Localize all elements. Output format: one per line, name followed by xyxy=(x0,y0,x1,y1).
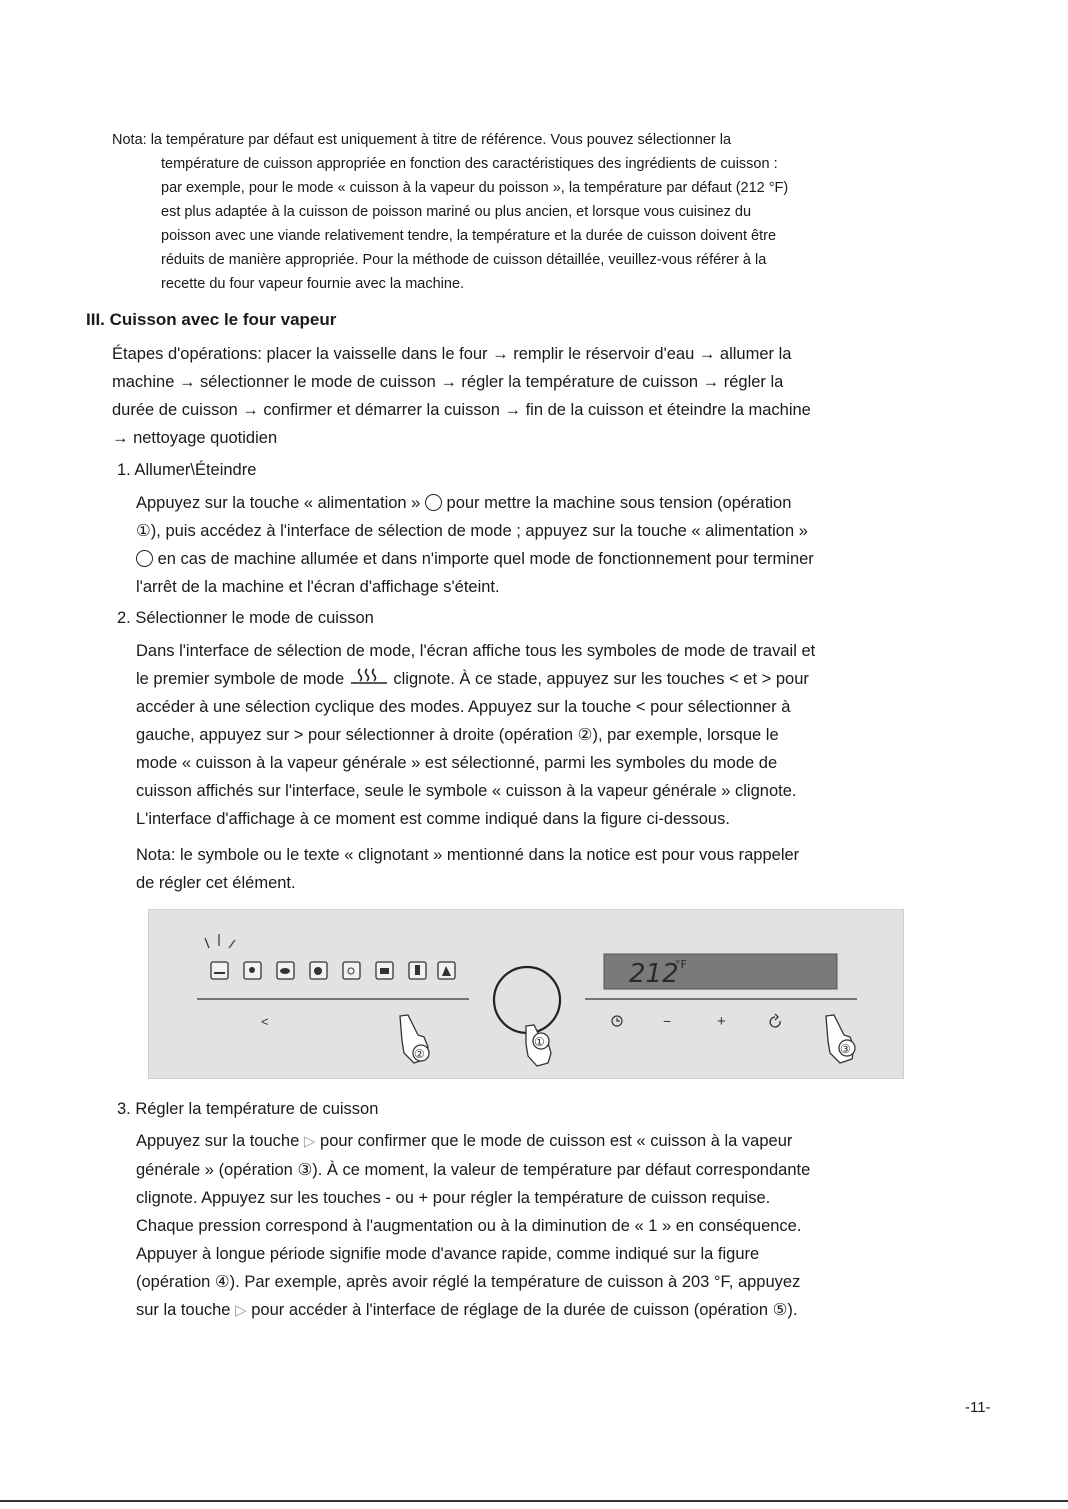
step2-text: le premier symbole de mode xyxy=(136,670,345,688)
note-line: température de cuisson appropriée en fonction des caractéristiques des ingrédients de cuisson : xyxy=(161,156,778,172)
step1-title: 1. Allumer\Éteindre xyxy=(117,461,257,479)
callout-3: ③ xyxy=(840,1042,851,1056)
power-key-icon xyxy=(425,494,442,511)
power-key-icon xyxy=(136,550,153,567)
egg-mode-key-icon xyxy=(343,962,360,979)
control-panel-figure xyxy=(148,909,904,1079)
step1-body xyxy=(136,489,814,601)
bottom-rule xyxy=(0,1500,1068,1502)
callout-1: ① xyxy=(534,1035,545,1049)
step3-text: sur la touche xyxy=(136,1301,231,1319)
step3-text: clignote. Appuyez sur les touches - ou + pour régler la température de cuisson requise. xyxy=(136,1189,771,1207)
steps-line: Étapes d'opérations: placer la vaisselle dans le four → remplir le réservoir d'eau → allumer la xyxy=(112,345,792,363)
note-label: Nota: xyxy=(112,132,147,148)
step3-title: 3. Régler la température de cuisson xyxy=(117,1100,379,1118)
steam-mode-icon xyxy=(349,666,389,686)
step3-text: Appuyer à longue période signifie mode d'avance rapide, comme indiqué sur la figure xyxy=(136,1245,760,1263)
control-panel-drawing xyxy=(149,910,905,1080)
step2-title: 2. Sélectionner le mode de cuisson xyxy=(117,609,374,627)
note-line: recette du four vapeur fournie avec la machine. xyxy=(161,276,465,292)
step2-text: clignote. À ce stade, appuyez sur les touches < et > pour xyxy=(393,670,809,688)
step1-text: Appuyez sur la touche « alimentation » xyxy=(136,494,421,512)
step1-text: ①), puis accédez à l'interface de sélection de mode ; appuyez sur la touche « alimentation » xyxy=(136,522,808,540)
page-number: -11- xyxy=(965,1399,991,1416)
step3-body xyxy=(136,1127,810,1325)
left-arrow-key: < xyxy=(261,1014,269,1029)
display-unit: °F xyxy=(675,958,687,971)
step2-text: L'interface d'affichage à ce moment est comme indiqué dans la figure ci-dessous. xyxy=(136,810,730,828)
step3-text: pour accéder à l'interface de réglage de la durée de cuisson (opération ⑤). xyxy=(251,1301,798,1319)
steps-line: durée de cuisson → confirmer et démarrer la cuisson → fin de la cuisson et éteindre la machine xyxy=(112,401,811,419)
minus-key: − xyxy=(663,1013,672,1029)
callout-2: ② xyxy=(414,1047,425,1061)
step3-text: Chaque pression correspond à l'augmentation ou à la diminution de « 1 » en conséquence. xyxy=(136,1217,802,1235)
note-line: par exemple, pour le mode « cuisson à la vapeur du poisson », la température par défaut (212 °F) xyxy=(161,180,789,196)
step2-text: cuisson affichés sur l'interface, seule le symbole « cuisson à la vapeur générale » clignote. xyxy=(136,782,797,800)
note-line: est plus adaptée à la cuisson de poisson mariné ou plus ancien, et lorsque vous cuisinez du xyxy=(161,204,752,220)
step3-text: Appuyez sur la touche xyxy=(136,1132,300,1150)
step1-text: en cas de machine allumée et dans n'importe quel mode de fonctionnement pour terminer xyxy=(157,550,814,568)
plus-key: + xyxy=(717,1013,726,1030)
blink-note xyxy=(136,841,799,897)
blink-note-line: de régler cet élément. xyxy=(136,874,296,892)
steps-line: → nettoyage quotidien xyxy=(112,429,278,447)
blink-indicator-icon xyxy=(205,934,235,948)
power-knob-icon xyxy=(494,967,560,1033)
section-title: III. Cuisson avec le four vapeur xyxy=(86,310,337,329)
blink-note-line: Nota: le symbole ou le texte « clignotant » mentionné dans la notice est pour vous rappeler xyxy=(136,846,800,864)
timer-key-icon xyxy=(612,1016,622,1026)
note-line: réduits de manière appropriée. Pour la méthode de cuisson détaillée, veuillez-vous référer à la xyxy=(161,252,767,268)
display-temperature: 212 xyxy=(629,959,679,989)
note-line: poisson avec une viande relativement tendre, la température et la durée de cuisson doivent être xyxy=(161,228,777,244)
steps-line: machine → sélectionner le mode de cuisson → régler la température de cuisson → régler la xyxy=(112,373,784,391)
step1-text: pour mettre la machine sous tension (opération xyxy=(446,494,792,512)
play-triangle-icon: ▷ xyxy=(303,1133,316,1150)
start-key-icon xyxy=(770,1014,780,1027)
step3-text: pour confirmer que le mode de cuisson est « cuisson à la vapeur xyxy=(320,1132,793,1150)
step2-text: gauche, appuyez sur > pour sélectionner à droite (opération ②), par exemple, lorsque le xyxy=(136,726,779,744)
default-temperature-note xyxy=(112,128,942,296)
step2-body xyxy=(136,637,815,833)
step1-text: l'arrêt de la machine et l'écran d'affichage s'éteint. xyxy=(136,578,500,596)
step3-text: générale » (opération ③). À ce moment, la valeur de température par défaut correspondante xyxy=(136,1161,811,1179)
step2-text: Dans l'interface de sélection de mode, l'écran affiche tous les symboles de mode de travail et xyxy=(136,642,816,660)
note-line: la température par défaut est uniquement à titre de référence. Vous pouvez sélectionner la xyxy=(150,132,732,148)
step2-text: mode « cuisson à la vapeur générale » est sélectionné, parmi les symboles du mode de xyxy=(136,754,778,772)
steps-intro xyxy=(112,340,811,452)
play-triangle-icon: ▷ xyxy=(235,1302,247,1319)
step2-text: accéder à une sélection cyclique des modes. Appuyez sur la touche < pour sélectionner à xyxy=(136,698,791,716)
step3-text: (opération ④). Par exemple, après avoir réglé la température de cuisson à 203 °F, appuyez xyxy=(136,1273,801,1291)
steam-mode-key-icon xyxy=(211,962,228,979)
